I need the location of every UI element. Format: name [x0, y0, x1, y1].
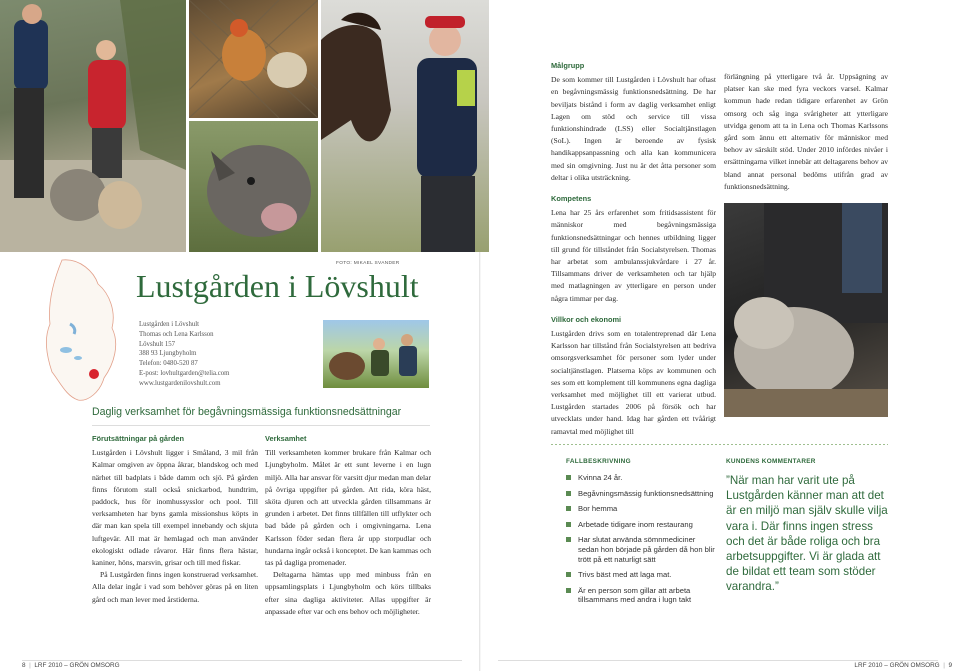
left-column-2: [265, 433, 431, 618]
section-heading: Kompetens: [551, 194, 592, 204]
contact-line: Thomas och Lena Karlsson: [139, 330, 214, 338]
paragraph: De som kommer till Lustgården i Lövshult har oftast en begåvningsmässig funktionsnedsättning. De har beviljats bistånd i form av daglig verksamhet enligt Lagen om stöd och service till vissa funktionshindrade (LSS) eller Socialtjänstlagen (SoL). Ingen är beroende av fysisk handikappsanpassning och alla kan kommunicera med sin omgivning. Just nu är det åtta personer som deltar i olika utsträckning.: [551, 75, 716, 182]
footer-rule-left: [22, 660, 462, 661]
footer-right: LRF 2010 – GRÖN OMSORG | 9: [854, 662, 952, 669]
facts-list: [566, 473, 716, 605]
subtitle: Daglig verksamhet för begåvningsmässiga funktionsnedsättningar: [92, 406, 402, 418]
footer-left: 8 | LRF 2010 – GRÖN OMSORG: [22, 662, 120, 669]
footer-label: LRF 2010 – GRÖN OMSORG: [34, 662, 120, 669]
facts-heading: FALLBESKRIVNING: [566, 458, 631, 465]
paragraph: Deltagarna hämtas upp med minbuss från en uppsamlingsplats i Ljungbyholm och körs tillbaks efter sina dagliga aktiviteter. Allas uppgifter är anpassade efter var och ens behov och möjligheter.: [265, 570, 431, 616]
list-item: Bor hemma: [566, 504, 716, 514]
contact-line: Telefon: 0480-520 87: [139, 360, 198, 368]
photo-group-animals: [323, 320, 429, 388]
facts-divider: [551, 444, 888, 445]
list-item: Kvinna 24 år.: [566, 473, 716, 483]
list-item: Är en person som gillar att arbeta tillsammans med andra i lugn takt: [566, 586, 716, 605]
photo-chickens: [189, 0, 318, 118]
contact-line: E-post: lovhultgarden@telia.com: [139, 369, 230, 377]
photo-poodles-walk: [0, 0, 186, 252]
paragraph: förlängning på ytterligare två år. Uppsägning av platser kan ske med fyra veckors varsel. Kalmar kommun hade redan tidigare erfarenhet av Grön omsorg och såg inga svårigheter att ytterligare utvidga genom att ta in Lena och Thomas Karlssons gård som ännu ett alternativ för människor med behov av särskilt stöd. Under 2010 infördes nivåer i ersättningarna vilket innebär att deltagarens behov av bland annat personal bedöms utifrån grad av funktionsnedsättning.: [724, 72, 888, 191]
case-description: [566, 458, 716, 611]
contact-line: 388 93 Ljungbyholm: [139, 350, 197, 358]
section-heading: Förutsättningar på gården: [92, 434, 184, 443]
farm-title: Lustgården i Lövshult: [136, 268, 419, 304]
customer-comment: [726, 458, 888, 595]
sweden-map: [40, 254, 124, 406]
contact-block: [139, 320, 229, 389]
paragraph: På Lustgården finns ingen konstruerad verksamhet. Alla delar ingår i vad som behöver göras på en liten gård och man lever med årstiderna.: [92, 570, 258, 604]
contact-line: www.lustgardenilovshult.com: [139, 379, 221, 387]
paragraph: Lena har 25 års erfarenhet som fritidsassistent för människor med begåvningsmässiga funktionsnedsättningar och hennes utbildning ligger till grund för tillståndet från Socialstyrelsen. Thomas har arbetat som ambulanssjukvårdare i 27 år. Tillsammans driver de verksamheten och tar hjälp med matlagningen av ytterligare en person under några timmar per dag.: [551, 208, 716, 303]
photo-horse-man: [321, 0, 489, 252]
page-number: 8: [22, 662, 26, 669]
left-divider: [92, 425, 430, 426]
list-item: Begåvningsmässig funktionsnedsättning: [566, 489, 716, 499]
section-heading: Verksamhet: [265, 434, 307, 443]
footer-rule-right: [498, 660, 938, 661]
right-column-2: [724, 71, 888, 193]
photo-pig: [189, 121, 318, 252]
right-column-1: [551, 60, 716, 447]
paragraph: Lustgården i Lövshult ligger i Småland, 3 mil från Kalmar omgiven av öppna åkrar, blandskog och med närhet till badplats i både damm och sjö. På gården finns förutom stall också snickarbod, hundtrim, paddock, hus för inomhussysslor och pool. Till verksamheten har byns gamla missionshus köpts in där man kan spela till exempel innebandy och skjuta luftgevär. All mat är hemlagad och man använder ekologiskt odlade råvaror. Här finns flera hästar, kaniner, höns, marsvin, grisar och till med fiskar.: [92, 448, 258, 568]
list-item: Har slutat använda sömnmediciner sedan hon började på gården då hon blir trött på ett naturligt sätt: [566, 535, 716, 564]
section-heading: Villkor och ekonomi: [551, 314, 622, 324]
left-column-1: [92, 433, 258, 606]
quote-text: ”När man har varit ute på Lustgården känner man att det är en miljö man själv skulle vilja vara i. Där finns ingen stress och det är både roliga och bra arbetsuppgifter. Vi är glada att de bildat ett team som stöder varandra.”: [726, 474, 888, 594]
footer-label: LRF 2010 – GRÖN OMSORG: [854, 662, 940, 669]
list-item: Arbetade tidigare inom restaurang: [566, 520, 716, 530]
paragraph: Till verksamheten kommer brukare från Kalmar och Ljungbyholm. Målet är ett sunt leverne i en lugn miljö. Alla har ansvar för varsitt djur medan man delar på övriga uppgifter på gården. Att rida, köra häst, sköta djuren och att utveckla gården tillsammans är grunden i arbetet. Det finns tillfällen till utflykter och bad både på gården och i omgivningarna. Lena Karlsson föder sedan flera år upp storpudlar och hundarna ingår också i konceptet. De kan kammas och tas på dagliga promenader.: [265, 448, 431, 568]
section-heading: Målgrupp: [551, 61, 585, 70]
list-item: Trivs bäst med att laga mat.: [566, 570, 716, 580]
photo-poodle-closeup: [724, 203, 888, 417]
photo-credit: FOTO: MIKAEL SVANDER: [336, 261, 400, 266]
paragraph: Lustgården drivs som en totalentreprenad där Lena Karlsson har tillstånd från Socialstyrelsen att bedriva omsorgsverksamhet för personer som lyder under socialtjänstlagen. Platserna köps av kommunen och ses som ett komplement till kommunens egna dagliga verksamhet med möjlighet till ett varierat utbud. Lustgården startades 2006 på försök och har utvecklats under hand. Idag har gården ett tvåårigt ramavtal med möjlighet till: [551, 329, 716, 436]
page-number: 9: [948, 662, 952, 669]
quote-heading: KUNDENS KOMMENTARER: [726, 458, 816, 465]
contact-line: Lövshult 157: [139, 340, 176, 348]
contact-line: Lustgården i Lövshult: [139, 321, 200, 328]
